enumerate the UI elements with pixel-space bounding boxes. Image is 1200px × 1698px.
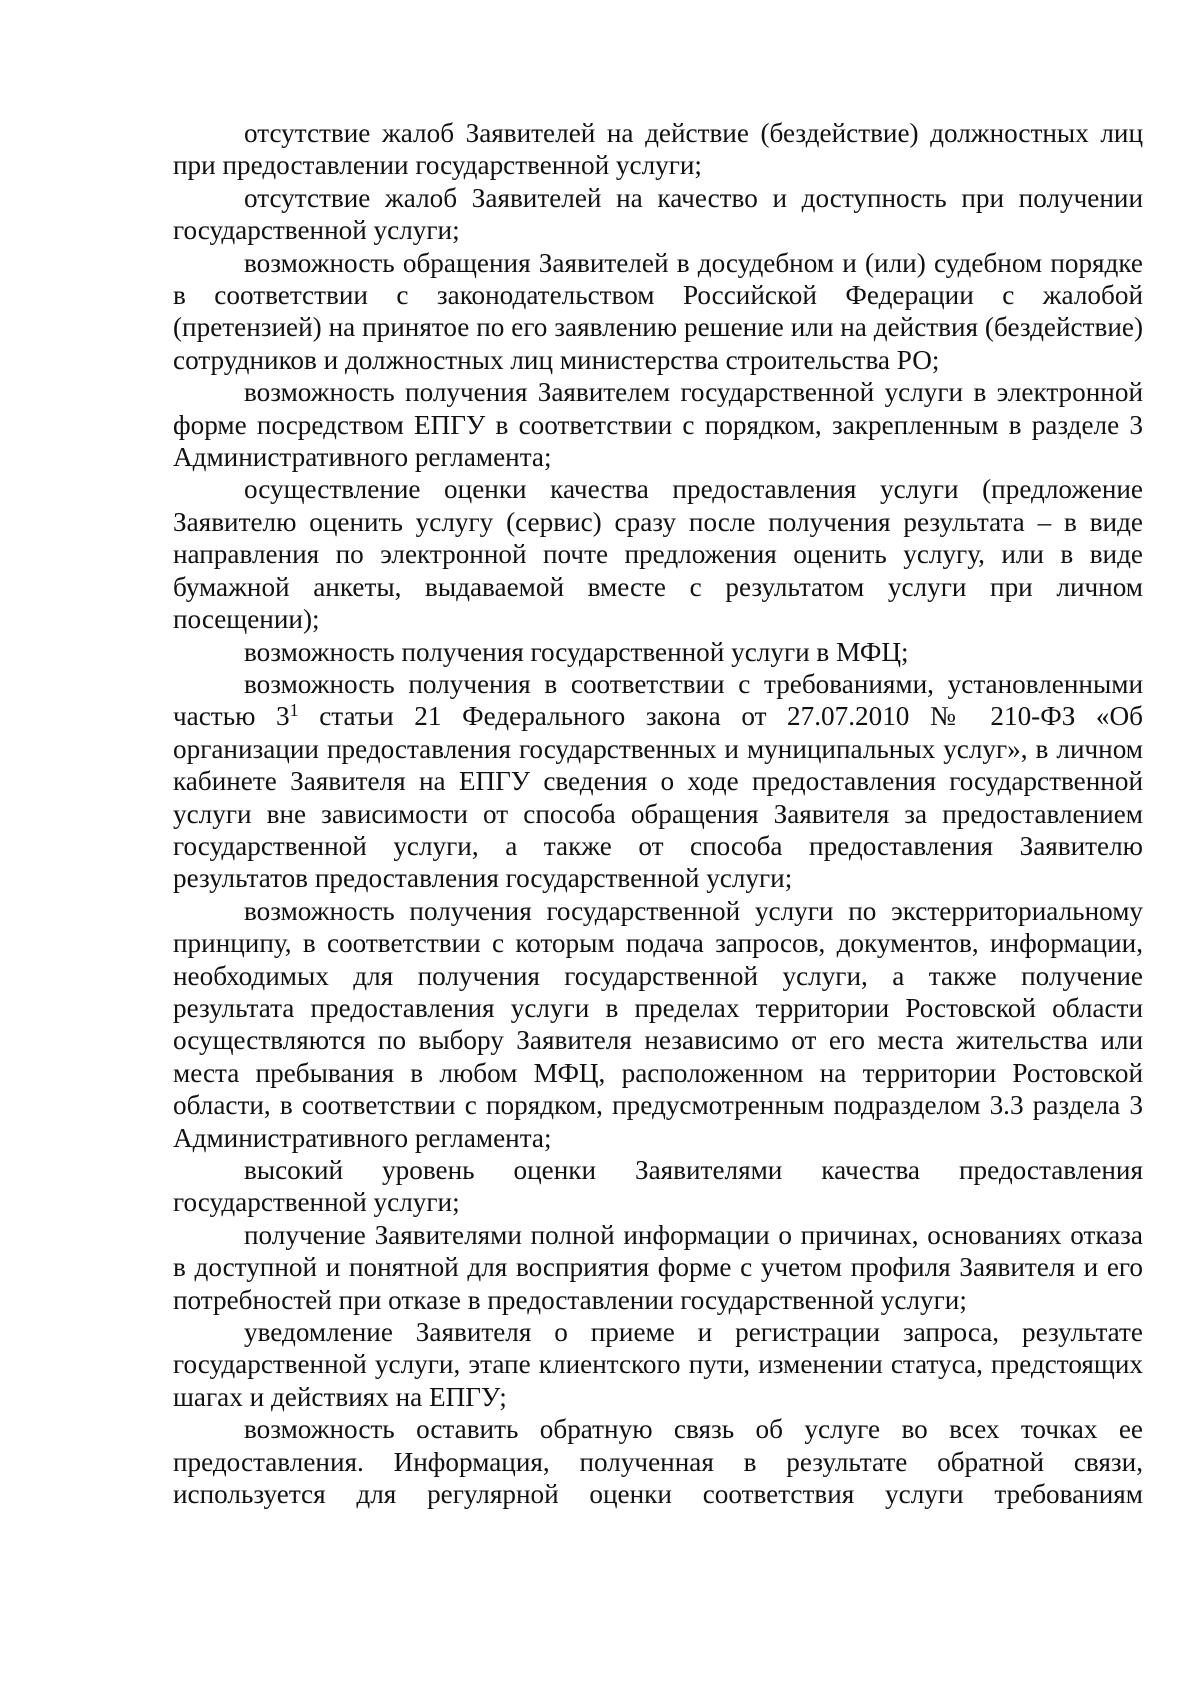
paragraph-8: возможность получения государственной услуги по экстерриториальному принципу, в соответствии с которым подача запросов, документов, информации, необходимых для получения государственной услуги, а также получение результата предоставления услуги в пределах территории Ростовской области осуществляются по выбору Заявителя независимо от его места жительства или места пребывания в любом МФЦ, расположенном на территории Ростовской области, в соответствии с порядком, предусмотренным подразделом 3.3 раздела 3 Административного регламента; — [173, 895, 1143, 1153]
document-page — [173, 117, 1143, 1510]
paragraph-3: возможность обращения Заявителей в досудебном и (или) судебном порядке в соответствии с законодательством Российской Федерации с жалобой (претензией) на принятое по его заявлению решение или на действия (бездействие) сотрудников и должностных лиц министерства строительства РО; — [173, 247, 1143, 375]
paragraph-10: получение Заявителями полной информации о причинах, основаниях отказа в доступной и понятной для восприятия форме с учетом профиля Заявителя и его потребностей при отказе в предоставлении государственной услуги; — [173, 1219, 1143, 1315]
paragraph-7 — [173, 668, 1143, 895]
paragraph-9: высокий уровень оценки Заявителями качества предоставления государственной услуги; — [173, 1155, 1143, 1218]
superscript-mark: 1 — [289, 700, 299, 721]
paragraph-6: возможность получения государственной услуги в МФЦ; — [244, 636, 909, 667]
paragraph-12: возможность оставить обратную связь об услуге во всех точках ее предоставления. Информация, полученная в результате обратной связи, используется для регулярной оценки соответствия услуги требованиям — [173, 1414, 1143, 1510]
paragraph-11: уведомление Заявителя о приеме и регистрации запроса, результате государственной услуги, этапе клиентского пути, изменении статуса, предстоящих шагах и действиях на ЕПГУ; — [173, 1317, 1143, 1412]
paragraph-5: осуществление оценки качества предоставления услуги (предложение Заявителю оценить услугу (сервис) сразу после получения результата – в виде направления по электронной почте предложения оценить услугу, или в виде бумажной анкеты, выдаваемой вместе с результатом услуги при личном посещении); — [173, 474, 1143, 635]
paragraph-7-after: статьи 21 Федерального закона от 27.07.2010 № 210-ФЗ «Об организации предоставления государственных и муниципальных услуг», в личном кабинете Заявителя на ЕПГУ сведения о ходе предоставления государственной услуги вне зависимости от способа обращения Заявителя за предоставлением государственной услуги, а также от способа предоставления Заявителю результатов предоставления государственной услуги; — [173, 701, 1143, 894]
paragraph-2: отсутствие жалоб Заявителей на качество и доступность при получении государственной услуги; — [173, 182, 1143, 246]
paragraph-7-before: возможность получения в соответствии с требованиями, установленными частью 3 — [173, 668, 1143, 732]
paragraph-4: возможность получения Заявителем государственной услуги в электронной форме посредством ЕПГУ в соответствии с порядком, закрепленным в разделе 3 Административного регламента; — [173, 377, 1143, 473]
paragraph-1: отсутствие жалоб Заявителей на действие (бездействие) должностных лиц при предоставлении государственной услуги; — [173, 118, 1143, 181]
